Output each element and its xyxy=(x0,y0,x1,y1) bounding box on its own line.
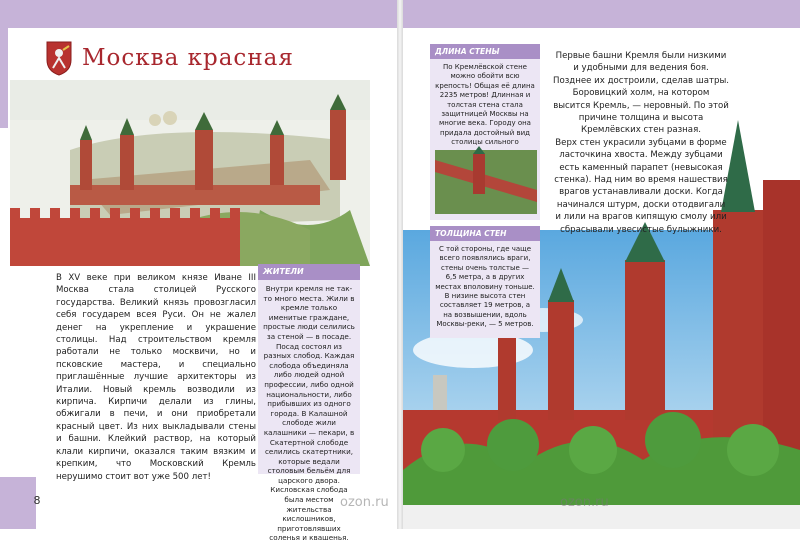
left-top-band xyxy=(0,0,397,28)
wall-thickness-box xyxy=(430,226,540,338)
page-number: 8 xyxy=(33,494,41,507)
kremlin-wall-photo xyxy=(435,150,537,214)
main-text: В XV веке при великом князе Иване III Москва стала столицей Русского государства. Великий князь провозгласил себя государем всея Руси. Он не жалел денег на укрепление и украшение столицы. Над строительством кремля работали не только москвичи, но и псковские мастера, и специально приглашённые лучшие архитекторы из Италии. Новый кремль возводили из кирпича. Кирпичи делали из глины, обжигали в печи, и они приобретали красный цвет. Из них выкладывали стены и башни. Клейкий раствор, на который клали кирпичи, оказался таким вязким и крепким, что Московский Кремль нерушимо стоит вот уже 500 лет! xyxy=(56,273,256,482)
residents-heading: ЖИТЕЛИ xyxy=(258,264,360,280)
wall-length-text: По Кремлёвской стене можно обойти всю крепость! Общая её длина 2235 метров! Длинная и толстая стена стала защитницей Москвы на многие века. Городу она придала достойный вид столицы сильного xyxy=(435,63,535,147)
residents-text: Внутри кремля не так-то много места. Жили в кремле только именитые граждане, простые люди селились за стеной — в посаде. Посад состоял из разных слобод. Каждая слобода объединяла либо людей одной профессии, либо одной национальности, либо прибывших из одного города. В Калашной слободе жили калашники — пекари, в Скатертной слободе селились скатертники, которые ведали столовым бельём для царского двора. Кисловская слобода была местом жительства кислошников, приготовлявших соленья и квашенья. xyxy=(263,284,355,543)
watermark-right: ozon.ru xyxy=(560,495,609,510)
watermark-left: ozon.ru xyxy=(340,495,389,510)
right-main-text: Первые башни Кремля были низкими и удобными для ведения боя. Позднее их достроили, сделав шатры. Боровицкий холм, на котором высится Кремль, — неровный. По этой причине толщина и высота Кремлёвских стен разная. Верх стен украсили зубцами в форме ласточкина хвоста. Между зубцами есть каменный парапет (невысокая стенка). Над ним во время нашествия врагов устанавливали доски. Когда начинался штурм, доски отодвигали и лили на врагов кипящую смолу или сбрасывали увесистые булыжники. xyxy=(553,51,729,235)
page-title: Москва красная xyxy=(82,45,294,71)
wall-thickness-text: С той стороны, где чаще всего появлялись враги, стены очень толстые — 6,5 метра, а в других местах вполовину тоньше. В низине высота стен составляет 19 метров, а на возвышении, вдоль Москвы-реки, — 5 метров. xyxy=(435,245,535,329)
kremlin-illustration xyxy=(10,80,370,266)
right-top-band xyxy=(403,0,800,28)
left-side-band xyxy=(0,28,8,128)
wall-length-heading: ДЛИНА СТЕНЫ xyxy=(430,44,540,59)
moscow-emblem-icon xyxy=(44,40,74,76)
left-page xyxy=(0,0,397,543)
wall-thickness-heading: ТОЛЩИНА СТЕН xyxy=(430,226,540,241)
residents-box xyxy=(258,264,360,543)
title-row xyxy=(44,40,294,76)
right-page xyxy=(403,0,800,529)
